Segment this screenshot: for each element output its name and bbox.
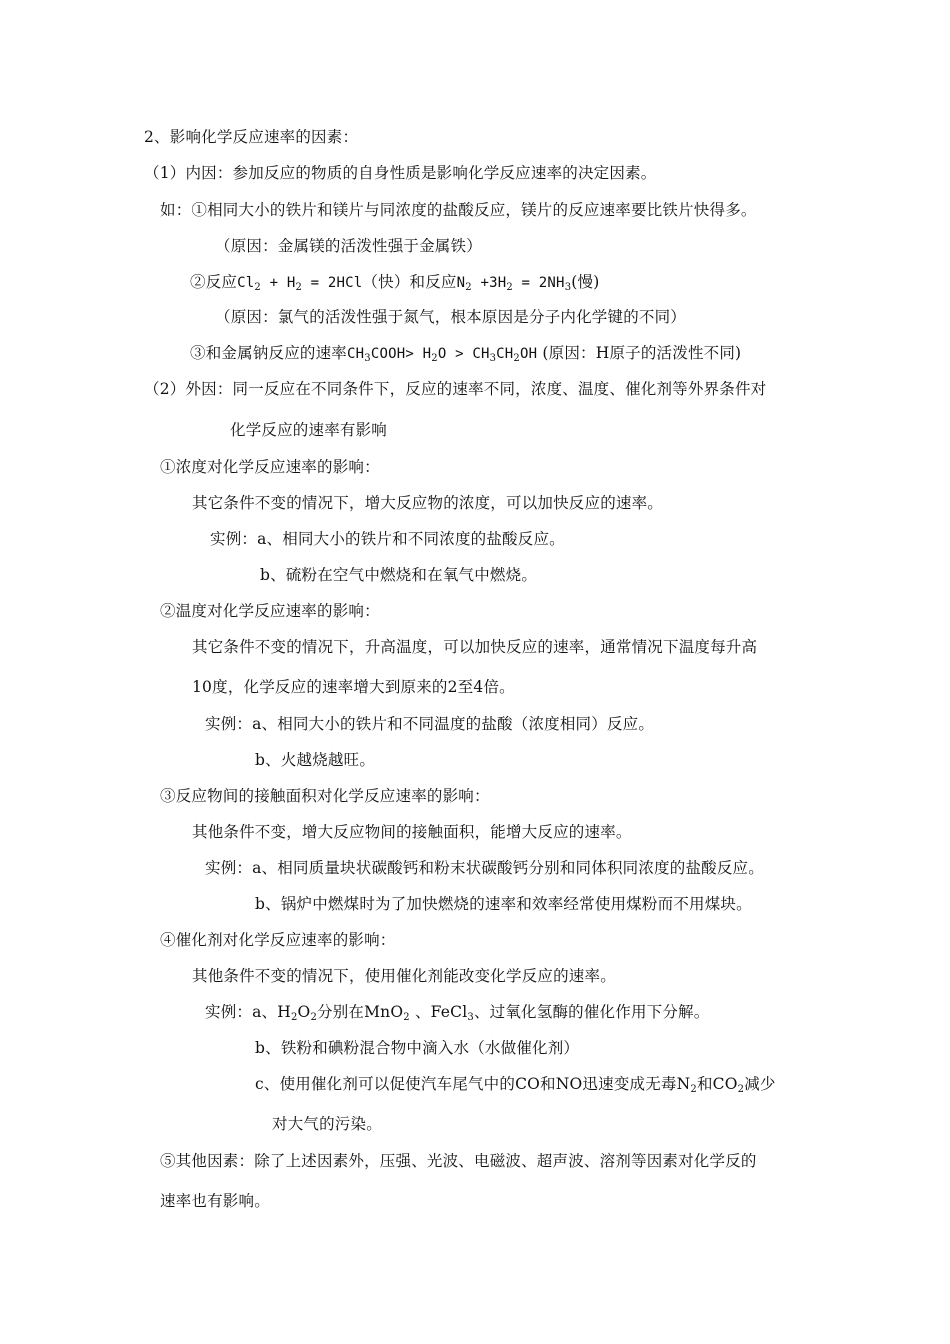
subscript: 2 [290, 1012, 298, 1023]
subscript: 2 [254, 282, 261, 293]
formula-run: OH [519, 346, 538, 362]
text-run: （快）和反应 [362, 273, 457, 291]
example-item: 实例：a、相同大小的铁片和不同浓度的盐酸反应。 [210, 530, 565, 548]
subscript: 2 [295, 282, 303, 293]
formula-run: +3H [471, 275, 507, 291]
subheading-catalyst: ④催化剂对化学反应速率的影响： [160, 931, 396, 949]
subscript: 2 [690, 1084, 697, 1095]
text-run: O [297, 1003, 311, 1021]
formula-run: CH [347, 346, 365, 362]
text-run: ③和金属钠反应的速率 [190, 344, 348, 362]
formula-run: = 2HCl [302, 275, 363, 291]
body-text: 10度，化学反应的速率增大到原来的2至4倍。 [192, 678, 515, 696]
formula-run: Cl [237, 275, 255, 291]
formula-run: + H [260, 275, 296, 291]
internal-factor-line: （1）内因：参加反应的物质的自身性质是影响化学反应速率的决定因素。 [144, 164, 657, 182]
body-text: 其它条件不变的情况下，升高温度，可以加快反应的速率，通常情况下温度每升高 [192, 638, 758, 656]
subscript: 3 [489, 353, 497, 364]
subheading-contact-area: ③反应物间的接触面积对化学反应速率的影响： [160, 787, 490, 805]
text-run: 分别在MnO [317, 1003, 404, 1021]
subscript: 3 [564, 282, 572, 293]
formula-run: CH [496, 346, 514, 362]
subscript: 2 [513, 353, 520, 364]
example-item: b、火越烧越旺。 [255, 751, 376, 769]
subheading-other-factors: ⑤其他因素：除了上述因素外，压强、光波、电磁波、超声波、溶剂等因素对化学反的 [160, 1152, 757, 1170]
text-run: 减少 [744, 1075, 776, 1093]
body-text: 其他条件不变的情况下，使用催化剂能改变化学反应的速率。 [192, 967, 616, 985]
reason-line-1: （原因：金属镁的活泼性强于金属铁） [215, 237, 482, 255]
text-run: 、FeCl [409, 1003, 468, 1021]
example-item-cont: 对大气的污染。 [272, 1115, 382, 1133]
example-item: 实例：a、相同大小的铁片和不同温度的盐酸（浓度相同）反应。 [205, 715, 655, 733]
example-item: b、锅炉中燃煤时为了加快燃烧的速率和效率经常使用煤粉而不用煤块。 [255, 895, 752, 913]
text-run: (原因：H原子的活泼性不同) [537, 344, 742, 362]
reason-line-2: （原因：氯气的活泼性强于氮气，根本原因是分子内化学键的不同） [215, 308, 687, 326]
text-run: 、过氧化氢酶的催化作用下分解。 [473, 1003, 710, 1021]
example-item: b、硫粉在空气中燃烧和在氧气中燃烧。 [260, 566, 538, 584]
subscript: 2 [310, 1012, 318, 1023]
formula-run: O > CH [437, 346, 490, 362]
example-item: 实例：a、相同质量块状碳酸钙和粉末状碳酸钙分别和同体积同浓度的盐酸反应。 [205, 859, 764, 877]
example-line-2 [190, 272, 599, 293]
body-text: 其他条件不变，增大反应物间的接触面积，能增大反应的速率。 [192, 823, 632, 841]
subheading-temperature: ②温度对化学反应速率的影响： [160, 602, 380, 620]
subscript: 2 [403, 1012, 410, 1023]
formula-run: COOH> H [370, 346, 432, 362]
example-line-3 [190, 343, 741, 364]
example-item [255, 1074, 776, 1094]
example-item [205, 1002, 709, 1022]
body-text: 速率也有影响。 [160, 1192, 270, 1210]
formula-run: = 2NH [512, 275, 565, 291]
subscript: 2 [506, 282, 513, 293]
subscript: 3 [467, 1012, 474, 1023]
section-heading: 2、影响化学反应速率的因素： [144, 128, 359, 146]
example-line-1: 如：①相同大小的铁片和镁片与同浓度的盐酸反应，镁片的反应速率要比铁片快得多。 [160, 201, 757, 219]
example-item: b、铁粉和碘粉混合物中滴入水（水做催化剂） [255, 1039, 580, 1057]
text-run: 实例：a、H [205, 1003, 291, 1021]
subscript: 2 [431, 353, 438, 364]
subheading-concentration: ①浓度对化学反应速率的影响： [160, 458, 380, 476]
body-text: 其它条件不变的情况下，增大反应物的浓度，可以加快反应的速率。 [192, 494, 664, 512]
text-run: (慢) [571, 273, 600, 291]
formula-run: N [456, 275, 466, 291]
text-run: c、使用催化剂可以促使汽车尾气中的CO和NO迅速变成无毒N [255, 1075, 691, 1093]
subscript: 2 [465, 282, 472, 293]
external-factor-line: （2）外因：同一反应在不同条件下，反应的速率不同，浓度、温度、催化剂等外界条件对 [144, 380, 767, 398]
subscript: 3 [364, 353, 371, 364]
external-factor-cont: 化学反应的速率有影响 [230, 421, 388, 439]
subscript: 2 [737, 1084, 745, 1095]
text-run: 和CO [696, 1075, 738, 1093]
text-run: ②反应 [190, 273, 238, 291]
